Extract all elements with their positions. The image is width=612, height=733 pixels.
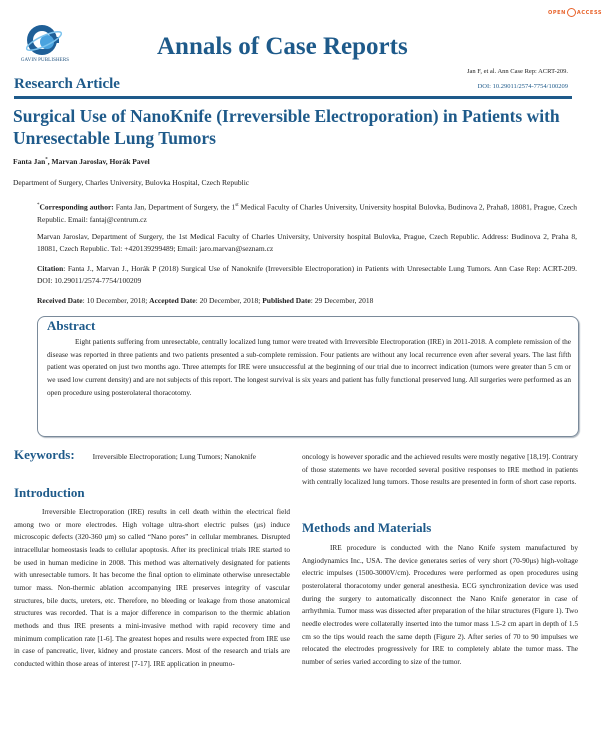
methods-heading: Methods and Materials (302, 520, 432, 535)
authors (13, 157, 150, 166)
methods-text: IRE procedure is conducted with the Nano Knife system manufactured by Angiodynamics Inc., USA. The device generates series of very short (70-90μs) high-voltage electric impulses (1500-3000V/cm). Procedures were performed as open procedures using posterolateral thoracotomy under general anesthesia. ECG synchronization device was used during the surgery to automatically disconnect the Nano Knife generator in case of arrhythmia. Tumor mass was dissected after preparation of the hilar structures (Figure 1). Two needle electrodes were collaterally inserted into the tumor mass 1.5-2 cm apart in depth of 1.5 cm so the tips would reach the same depth (Figure 2). After series of 70 to 90 impulses we relocated the electrodes progressively for IRE to completely ablate the tumor mass. The number of series varied according to size of the tumor. (302, 543, 578, 666)
open-access-right: ACCESS (576, 9, 603, 16)
corresponding-author (37, 200, 577, 226)
abstract-text: Eight patients suffering from unresectable, centrally localized lung tumor were treated with Irreversible Electroporation (IRE) in 2011-2018. A complete remission of the disease was reported in three patients and two patients presented a sub-complete remission. Four patients are without any local recurrence even after several years. The last fifth patient was operated on just two months ago. Three attempts for IRE were unsuccessful at the beginning of our trial due to incorrect indication (tumors were greater than 5 cm or we used low current density) and are not subjects of this report. The longest survival is six years and patient has fully functional preserved lung. All surgeries were performed as an open procedure using posterolateral thoracotomy. (47, 337, 571, 397)
article-dates (37, 295, 577, 307)
open-access-badge (548, 8, 602, 17)
corr-mark: * (37, 203, 40, 208)
abstract-heading: Abstract (47, 318, 96, 333)
citation (37, 263, 577, 287)
keywords (14, 449, 290, 464)
corr-sup: st (235, 203, 239, 208)
keywords-text: Irreversible Electroporation; Lung Tumors; Nanoknife (92, 452, 256, 461)
introduction-heading: Introduction (14, 485, 85, 500)
header-doi[interactable]: DOI: 10.29011/2574-7754/100209 (477, 83, 568, 90)
introduction-continued: oncology is however sporadic and the achieved results were mostly negative [18,19]. Contrary of those statements we have recorded several positive responses to IRE method in patients with centrally localized lung tumors. Those results are presented in form of short case reports. (302, 452, 578, 487)
corr-label: Corresponding author: (39, 202, 114, 212)
introduction-text: Irreversible Electroporation (IRE) results in cell death within the electrical field among two or more electrodes. High voltage ultra-short electric pulses (μs) induce microscopic defects (320-360 μm) so called “Nano pores” in cellular membranes. Disrupted intracellular homeostasis leads to cellular apoptosis. After its preclinical trials IRE started to be used in human medicine in 2008. This method was alternatively designated for patients with unresectable tumors. It has become the final option to eliminate otherwise unresectable tumor mass. Non-thermic ablation accompanying IRE preserves integrity of vascular structures, bile ducts, ureters, etc. Therefore, no bleeding or leakage from those anatomical structures was recorded. That is a major difference in comparison to the thermic ablation methods and thus IRE presents a mini-invasive method with rapid recovery time and minimum complication rate [1-6]. The greatest hopes and results were expected from IRE use in case of pancreatic, liver, kidney and prostate cancers. Most of the research and trials are conducted within those areas of interest [7-17]. IRE application in pneumo- (14, 507, 290, 668)
article-type: Research Article (14, 76, 120, 92)
gavin-publishers-logo (14, 20, 76, 72)
journal-title: Annals of Case Reports (157, 33, 408, 60)
keywords-heading: Keywords: (14, 447, 75, 462)
header-divider (14, 96, 572, 99)
corr-text-a: Fanta Jan, Department of Surgery, the 1 (113, 202, 236, 212)
affiliation: Department of Surgery, Charles University, Bulovka Hospital, Czech Republic (13, 178, 250, 187)
published-date: : 29 December, 2018 (310, 296, 374, 305)
header-citation: Jan F, et al. Ann Case Rep: ACRT-209. (466, 68, 568, 75)
other-authors: , Marvan Jaroslav, Horák Pavel (47, 157, 150, 166)
open-access-left: OPEN (548, 9, 566, 16)
citation-label: Citation (37, 264, 64, 273)
citation-text: : Fanta J., Marvan J., Horák P (2018) Surgical Use of Nanoknife (Irreversible Electroporation) in Patients with Unresectable Lung Tumors. Ann Case Rep: ACRT-209. DOI: 10.29011/2574-7754/100209 (37, 264, 577, 285)
first-author: Fanta Jan (13, 157, 46, 166)
published-label: Published Date (262, 296, 311, 305)
corr-text-b: Medical Faculty of Charles University, University hospital Bulovka, Budinova 2, Praha8, 18081, Prague, Czech Republic. Email: fantaj@centrum.cz (37, 202, 577, 224)
author-mark: * (45, 157, 48, 163)
second-correspondence: Marvan Jaroslav, Department of Surgery, the 1st Medical Faculty of Charles University, University hospital Bulovka, Prague, Czech Republic. Address: Budinova 2, Praha 8, 18081, Czech Republic. Tel: +420139299489; Email: jaro.marvan@seznam.cz (37, 232, 577, 253)
globe-g-icon (14, 20, 76, 60)
received-label: Received Date (37, 296, 83, 305)
accepted-date: : 20 December, 2018; (195, 296, 263, 305)
open-lock-icon (567, 8, 576, 17)
article-title: Surgical Use of NanoKnife (Irreversible Electroporation) in Patients with Unresectable Lung Tumors (13, 106, 560, 148)
publisher-logo-text: GAVIN PUBLISHERS (20, 58, 70, 63)
received-date: : 10 December, 2018; (82, 296, 150, 305)
accepted-label: Accepted Date (149, 296, 196, 305)
